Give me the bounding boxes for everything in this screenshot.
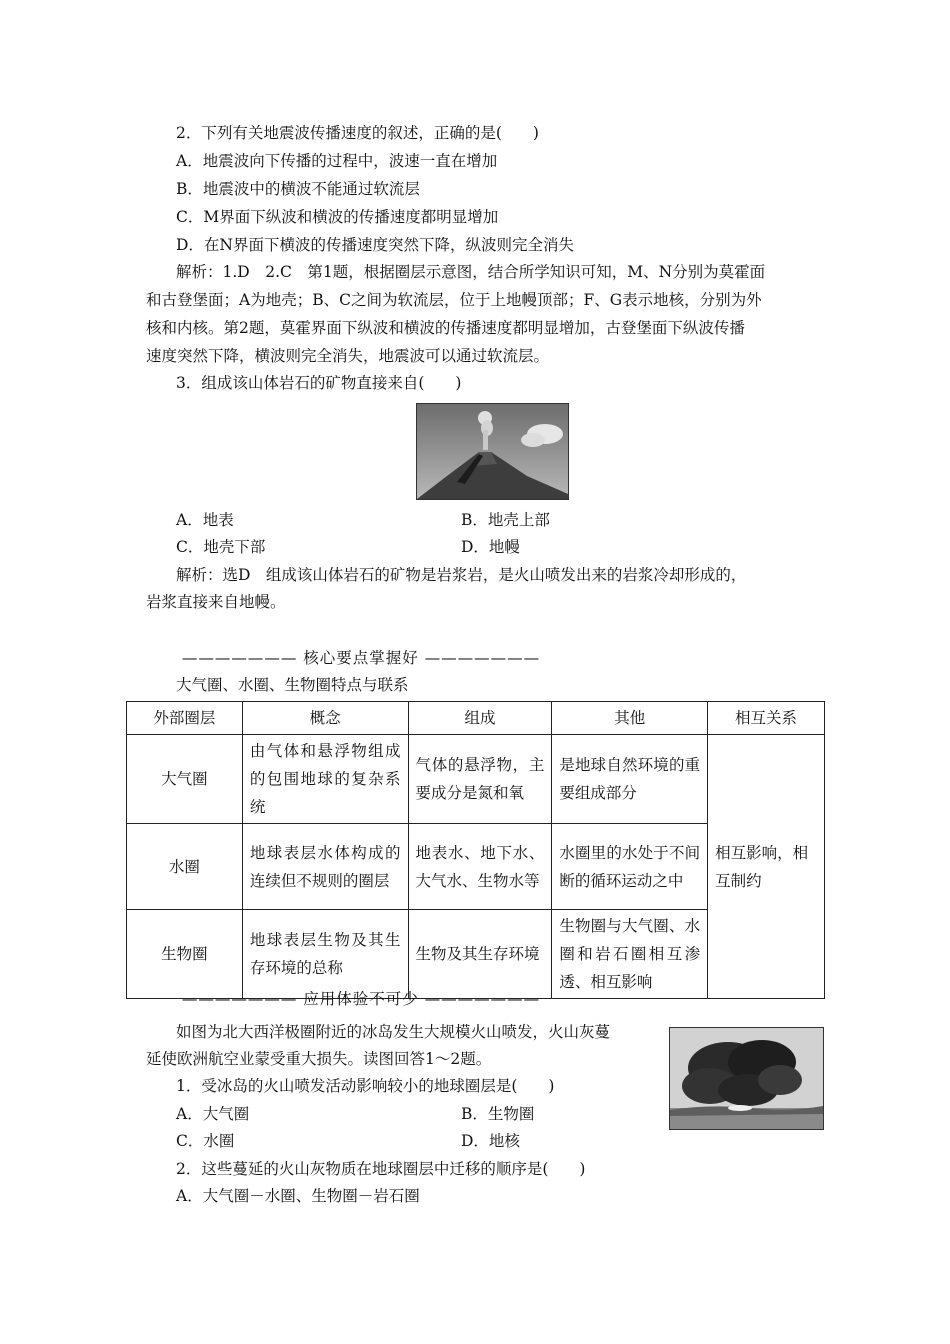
p1-option-b: B．生物圈 xyxy=(461,1105,535,1123)
sphere-name: 水圈 xyxy=(127,824,243,910)
analysis1-line: 和古登堡面；A为地壳；B、C之间为软流层，位于上地幔顶部；F、G表示地核，分别为外 xyxy=(146,291,762,309)
sphere-name: 生物圈 xyxy=(127,910,243,999)
table-caption: 大气圈、水圈、生物圈特点与联系 xyxy=(176,676,409,694)
p1-option-a: A．大气圈 xyxy=(176,1105,250,1123)
sphere-composition: 生物及其生存环境 xyxy=(408,910,552,999)
intro-line: 延使欧洲航空业蒙受重大损失。读图回答1～2题。 xyxy=(146,1050,492,1068)
intro-line: 如图为北大西洋极圈附近的冰岛发生大规模火山喷发，火山灰蔓 xyxy=(176,1023,611,1041)
sphere-composition: 地表水、地下水、大气水、生物水等 xyxy=(408,824,552,910)
sphere-relation: 相互影响，相互制约 xyxy=(708,735,825,999)
sphere-other: 是地球自然环境的重要组成部分 xyxy=(552,735,708,824)
table-header: 概念 xyxy=(242,702,408,735)
sphere-composition: 气体的悬浮物，主要成分是氮和氧 xyxy=(408,735,552,824)
sphere-concept: 地球表层生物及其生存环境的总称 xyxy=(242,910,408,999)
p2-stem: 2．这些蔓延的火山灰物质在地球圈层中迁移的顺序是( ) xyxy=(176,1160,586,1178)
sphere-name: 大气圈 xyxy=(127,735,243,824)
q2-option-d: D．在N界面下横波的传播速度突然下降，纵波则完全消失 xyxy=(176,236,574,254)
sphere-other: 水圈里的水处于不间断的循环运动之中 xyxy=(552,824,708,910)
table-header: 其他 xyxy=(552,702,708,735)
section-title-core: ——————— 核心要点掌握好 ——————— xyxy=(181,649,541,667)
table-header: 相互关系 xyxy=(708,702,825,735)
q2-option-c: C．M界面下纵波和横波的传播速度都明显增加 xyxy=(176,208,499,226)
q3-option-b: B．地壳上部 xyxy=(461,511,550,529)
analysis1-line: 核和内核。第2题，莫霍界面下纵波和横波的传播速度都明显增加，古登堡面下纵波传播 xyxy=(146,319,745,337)
q3-stem: 3．组成该山体岩石的矿物直接来自( ) xyxy=(176,374,462,392)
analysis2-line: 解析：选D 组成该山体岩石的矿物是岩浆岩，是火山喷发出来的岩浆冷却形成的， xyxy=(176,566,747,584)
p1-option-d: D．地核 xyxy=(461,1132,520,1150)
q3-option-d: D．地幔 xyxy=(461,538,520,556)
p1-option-c: C．水圈 xyxy=(176,1132,235,1150)
analysis2-line: 岩浆直接来自地幔。 xyxy=(146,593,286,611)
analysis1-line: 速度突然下降，横波则完全消失，地震波可以通过软流层。 xyxy=(146,347,550,365)
q3-option-a: A．地表 xyxy=(176,511,234,529)
table-header: 外部圈层 xyxy=(127,702,243,735)
q2-stem: 2．下列有关地震波传播速度的叙述，正确的是( ) xyxy=(176,124,539,142)
ash-cloud-photo xyxy=(669,1027,824,1130)
sphere-other: 生物圈与大气圈、水圈和岩石圈相互渗透、相互影响 xyxy=(552,910,708,999)
sphere-concept: 地球表层水体构成的连续但不规则的圈层 xyxy=(242,824,408,910)
volcano-photo xyxy=(416,403,569,500)
table-row xyxy=(127,735,825,824)
spheres-table xyxy=(126,701,825,999)
table-header: 组成 xyxy=(408,702,552,735)
p2-option-a: A．大气圈－水圈、生物圈－岩石圈 xyxy=(176,1187,420,1205)
analysis1-line: 解析：1.D 2.C 第1题，根据圈层示意图，结合所学知识可知，M、N分别为莫霍面 xyxy=(176,263,766,281)
sphere-concept: 由气体和悬浮物组成的包围地球的复杂系统 xyxy=(242,735,408,824)
q3-option-c: C．地壳下部 xyxy=(176,538,266,556)
q2-option-b: B．地震波中的横波不能通过软流层 xyxy=(176,180,420,198)
p1-stem: 1．受冰岛的火山喷发活动影响较小的地球圈层是( ) xyxy=(176,1077,555,1095)
section-title-practice: ——————— 应用体验不可少 ——————— xyxy=(181,990,541,1008)
q2-option-a: A．地震波向下传播的过程中，波速一直在增加 xyxy=(176,152,498,170)
table-header-row xyxy=(127,702,825,735)
